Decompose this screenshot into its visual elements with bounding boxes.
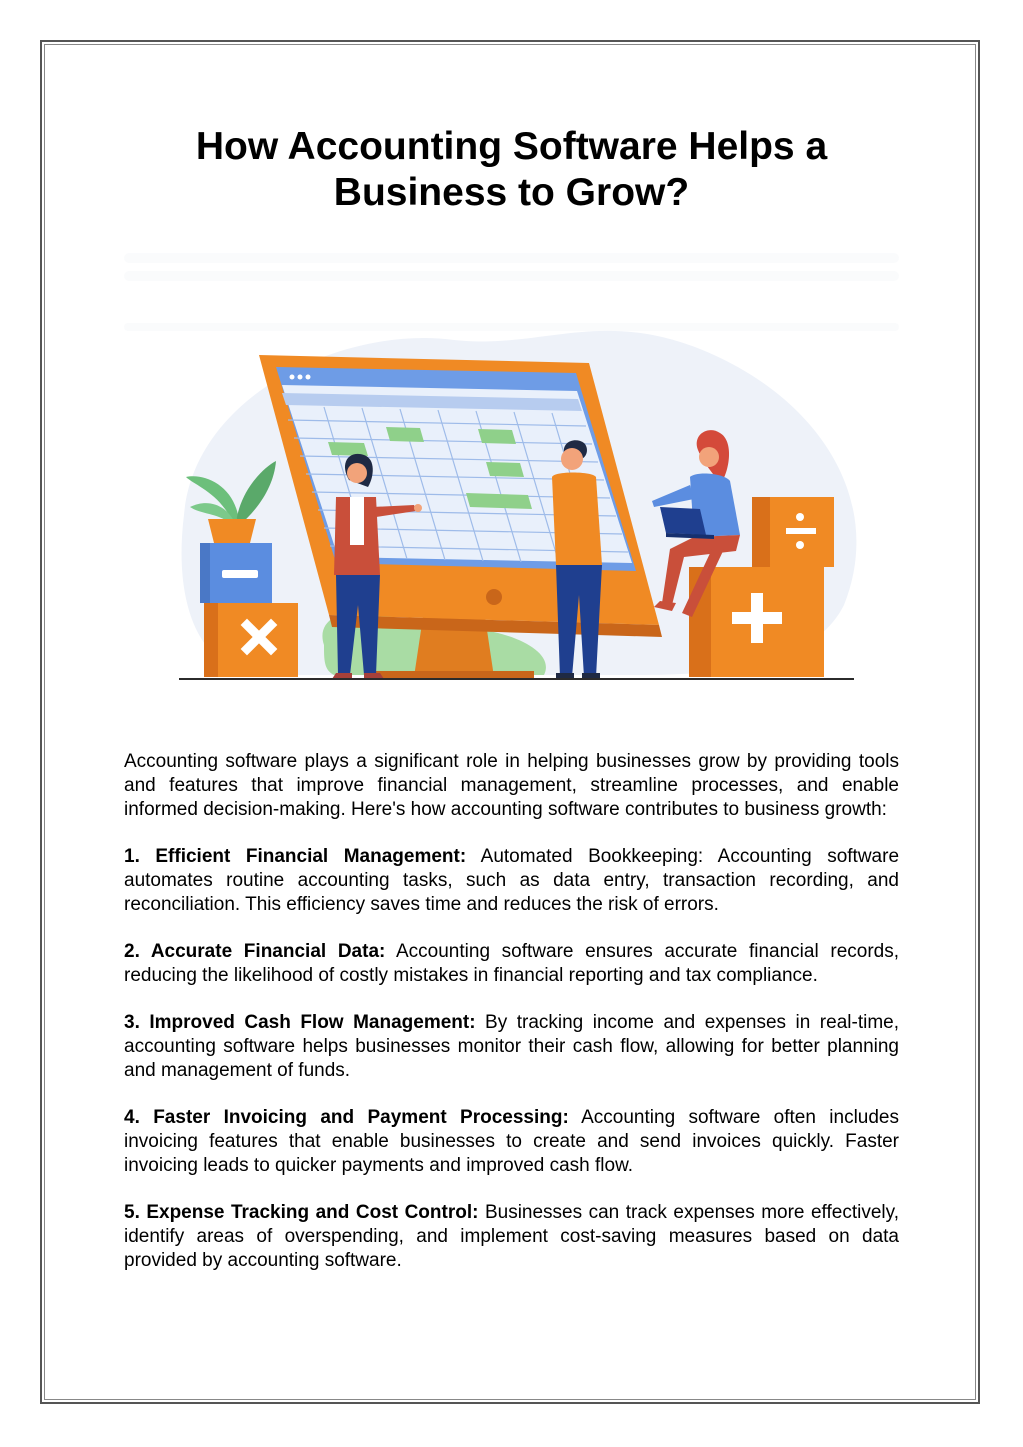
plus-icon xyxy=(689,567,824,677)
divide-icon xyxy=(752,497,834,567)
point-paragraph xyxy=(124,1201,899,1273)
article-body xyxy=(124,750,899,1296)
point-heading: 1. Efficient Financial Management: xyxy=(124,846,467,867)
point-heading: 3. Improved Cash Flow Management: xyxy=(124,1012,476,1033)
point-heading: 4. Faster Invoicing and Payment Processing: xyxy=(124,1107,569,1128)
point-text: By tracking income and expenses in real-time, accounting software helps businesses monitor their cash flow, allowing for better planning and management of funds. xyxy=(124,1012,899,1081)
point-paragraph xyxy=(124,940,899,988)
point-heading: 2. Accurate Financial Data: xyxy=(124,941,386,962)
background-rows xyxy=(124,253,899,331)
point-text: Accounting software often includes invoicing features that enable businesses to create and send invoices quickly. Faster invoicing leads to quicker payments and improved cash flow. xyxy=(124,1107,899,1176)
point-text: Automated Bookkeeping: Accounting software automates routine accounting tasks, such as data entry, transaction recording, and reconciliation. This efficiency saves time and reduces the risk of errors. xyxy=(124,846,900,915)
page-title: How Accounting Software Helps a Business to Grow? xyxy=(195,125,828,214)
point-text: Accounting software ensures accurate financial records, reducing the likelihood of costly mistakes in financial reporting and tax compliance. xyxy=(124,941,899,986)
multiply-icon xyxy=(204,603,298,677)
intro-paragraph: Accounting software plays a significant role in helping businesses grow by providing tools and features that improve financial management, streamline processes, and enable informed decision-making. Here's how accounting software contributes to business growth: xyxy=(124,751,899,820)
point-heading: 5. Expense Tracking and Cost Control: xyxy=(124,1202,479,1223)
point-text: Businesses can track expenses more effectively, identify areas of overspending, and implement cost-saving measures based on data provided by accounting software. xyxy=(124,1202,899,1271)
minus-icon xyxy=(200,543,272,603)
point-paragraph xyxy=(124,1011,899,1083)
point-paragraph xyxy=(124,845,899,917)
accounting-team-illustration xyxy=(124,245,899,695)
point-paragraph xyxy=(124,1106,899,1178)
